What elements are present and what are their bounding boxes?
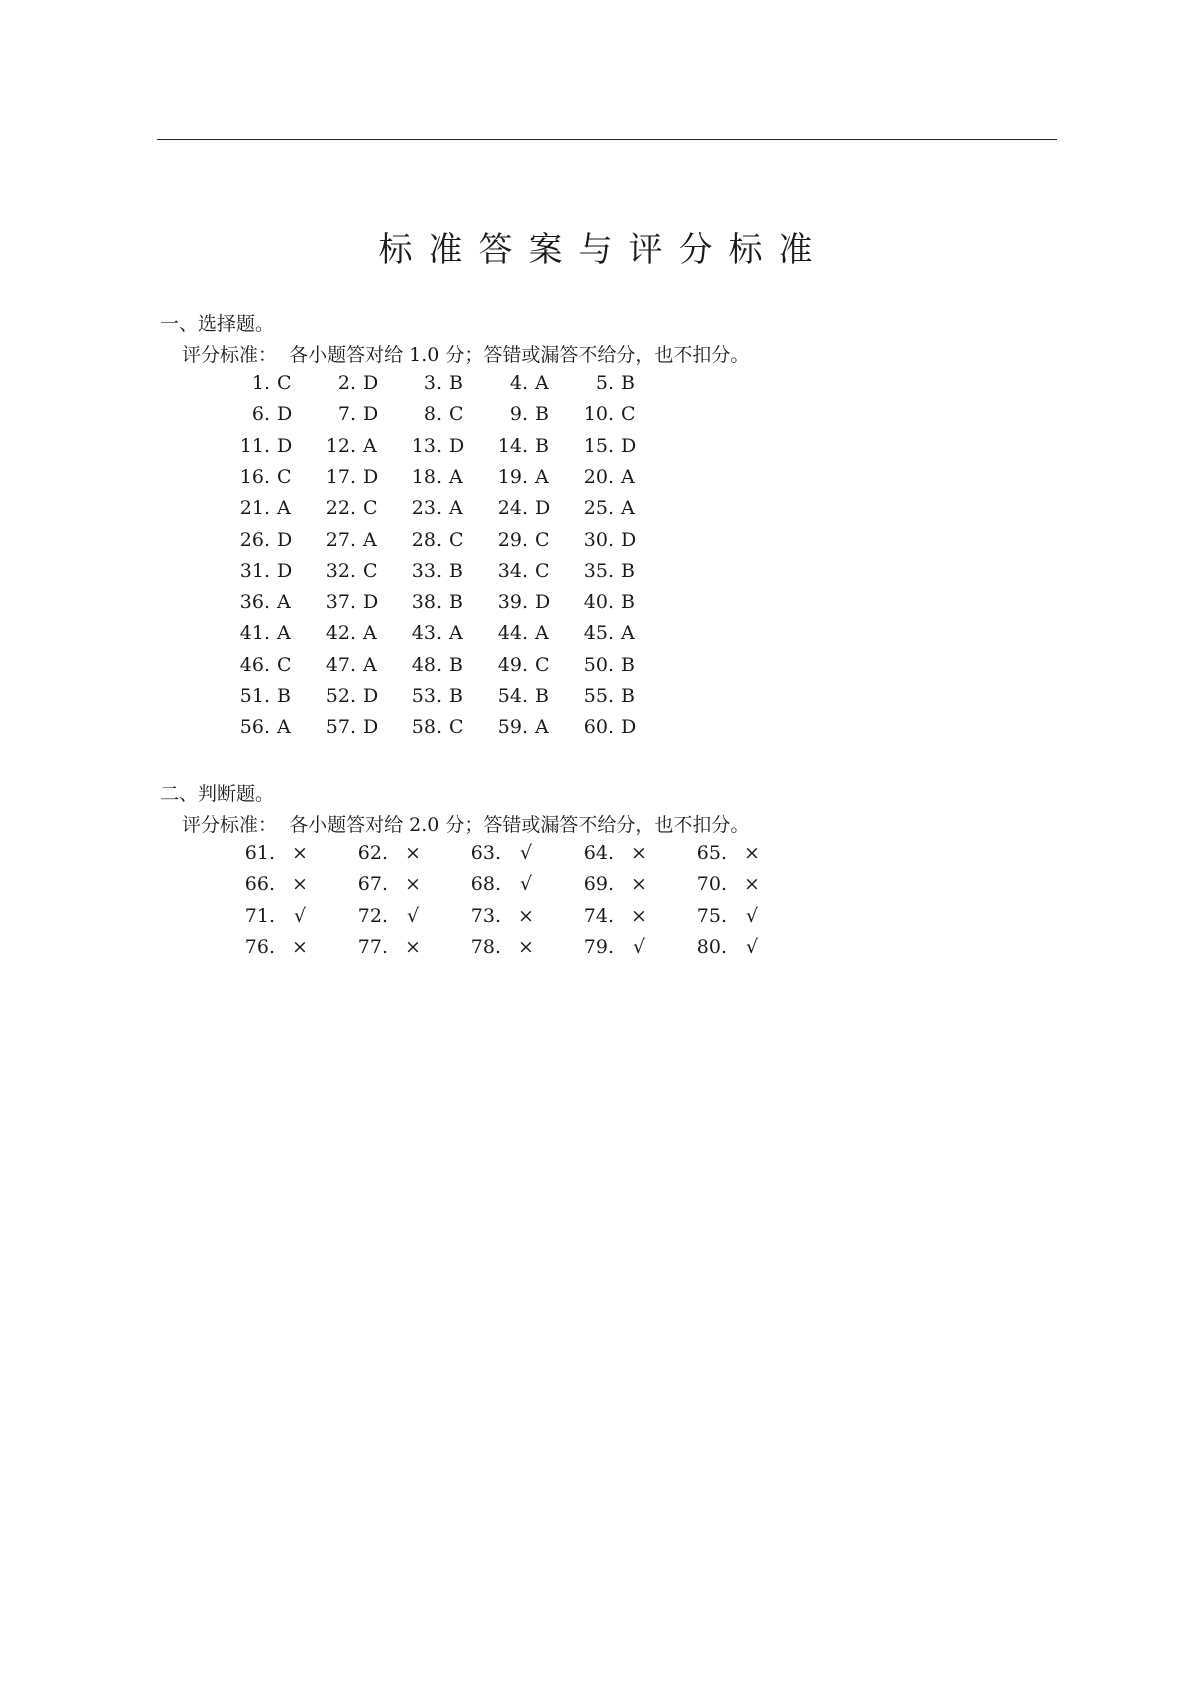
answer-value: A: [535, 372, 549, 394]
answer-item: [456, 842, 541, 864]
answer-item: [569, 936, 654, 958]
answer-value: A: [621, 497, 635, 520]
question-number: 31.: [239, 559, 270, 582]
question-number: 72.: [357, 904, 388, 927]
answer-item: [456, 936, 541, 958]
answer-value: √: [519, 842, 533, 864]
answer-item: [316, 716, 387, 738]
answer-item: [574, 372, 645, 394]
answer-value: D: [535, 497, 551, 520]
answer-value: ×: [518, 935, 534, 958]
question-number: 23.: [411, 497, 442, 520]
answer-value: C: [535, 653, 550, 676]
question-number: 70.: [696, 873, 727, 896]
answer-item: [343, 842, 428, 864]
answer-value: B: [449, 653, 463, 676]
section-criteria-choice: 评分标准： 各小题答对给 1.0 分；答错或漏答不给分，也不扣分。: [182, 344, 750, 366]
answer-item: [402, 591, 473, 613]
answer-value: A: [535, 465, 549, 488]
answer-item: [574, 591, 645, 613]
answer-item: [230, 466, 301, 488]
answer-value: A: [277, 497, 291, 520]
answer-value: ×: [292, 873, 308, 896]
answer-item: [230, 622, 301, 644]
answer-value: ×: [405, 842, 421, 864]
answer-value: A: [277, 591, 291, 614]
answer-item: [569, 873, 654, 895]
answer-item: [682, 873, 767, 895]
question-number: 48.: [411, 653, 442, 676]
answer-item: [402, 372, 473, 394]
answer-value: B: [449, 372, 463, 394]
question-number: 77.: [357, 935, 388, 958]
answer-item: [488, 654, 559, 676]
answer-item: [230, 936, 315, 958]
question-number: 27.: [325, 528, 356, 551]
answer-item: [316, 372, 387, 394]
answer-item: [574, 497, 645, 519]
answer-item: [316, 622, 387, 644]
question-number: 47.: [325, 653, 356, 676]
answer-value: A: [277, 622, 291, 645]
question-number: 7.: [337, 403, 356, 426]
answer-item: [230, 435, 301, 457]
answer-item: [682, 936, 767, 958]
question-number: 68.: [470, 873, 501, 896]
question-number: 52.: [325, 685, 356, 707]
answer-item: [230, 873, 315, 895]
answer-item: [488, 685, 559, 707]
question-number: 25.: [583, 497, 614, 520]
answer-value: √: [519, 873, 533, 896]
answer-item: [402, 560, 473, 582]
answer-value: √: [293, 904, 307, 927]
question-number: 50.: [583, 653, 614, 676]
answer-value: ×: [631, 842, 647, 864]
answer-value: √: [632, 935, 646, 958]
page-title: 标准答案与评分标准: [378, 230, 829, 270]
answer-value: B: [449, 591, 463, 614]
answer-item: [488, 497, 559, 519]
answer-value: ×: [744, 842, 760, 864]
question-number: 4.: [509, 372, 528, 394]
answer-value: A: [277, 716, 291, 739]
answer-item: [343, 873, 428, 895]
answer-value: A: [621, 622, 635, 645]
answer-item: [569, 905, 654, 927]
question-number: 24.: [497, 497, 528, 520]
answer-item: [230, 905, 315, 927]
answer-item: [230, 685, 301, 707]
question-number: 40.: [583, 591, 614, 614]
section-criteria-judgement: 评分标准： 各小题答对给 2.0 分；答错或漏答不给分，也不扣分。: [182, 814, 750, 836]
answer-value: ×: [631, 873, 647, 896]
question-number: 65.: [696, 842, 727, 864]
answer-value: D: [621, 434, 637, 457]
section-heading-choice: 一、选择题。: [160, 313, 275, 335]
question-number: 76.: [244, 935, 275, 958]
answer-item: [488, 372, 559, 394]
answer-value: ×: [518, 904, 534, 927]
question-number: 35.: [583, 559, 614, 582]
question-number: 73.: [470, 904, 501, 927]
answer-item: [574, 403, 645, 425]
question-number: 74.: [583, 904, 614, 927]
answer-value: √: [745, 935, 759, 958]
question-number: 63.: [470, 842, 501, 864]
answer-item: [316, 435, 387, 457]
question-number: 66.: [244, 873, 275, 896]
answer-value: A: [449, 465, 463, 488]
answer-item: [574, 435, 645, 457]
answer-value: ×: [631, 904, 647, 927]
answer-value: A: [535, 622, 549, 645]
answer-item: [230, 591, 301, 613]
question-number: 15.: [583, 434, 614, 457]
answer-item: [456, 905, 541, 927]
answer-value: A: [621, 465, 635, 488]
question-number: 34.: [497, 559, 528, 582]
answer-item: [230, 716, 301, 738]
answer-value: B: [621, 372, 635, 394]
question-number: 58.: [411, 716, 442, 739]
answer-item: [230, 403, 301, 425]
answer-value: B: [449, 559, 463, 582]
answer-value: B: [621, 653, 635, 676]
answer-value: ×: [292, 842, 308, 864]
question-number: 13.: [411, 434, 442, 457]
question-number: 53.: [411, 685, 442, 707]
answer-item: [316, 685, 387, 707]
answer-value: D: [363, 465, 379, 488]
answer-value: C: [449, 528, 464, 551]
answer-item: [316, 560, 387, 582]
answer-value: C: [535, 528, 550, 551]
question-number: 64.: [583, 842, 614, 864]
answer-item: [488, 529, 559, 551]
question-number: 19.: [497, 465, 528, 488]
question-number: 14.: [497, 434, 528, 457]
answer-value: A: [363, 434, 377, 457]
question-number: 10.: [583, 403, 614, 426]
answer-item: [574, 560, 645, 582]
question-number: 5.: [595, 372, 614, 394]
question-number: 78.: [470, 935, 501, 958]
answer-value: ×: [405, 935, 421, 958]
answer-value: C: [449, 716, 464, 739]
answer-value: D: [277, 528, 293, 551]
question-number: 16.: [239, 465, 270, 488]
answer-value: D: [621, 528, 637, 551]
answer-item: [316, 654, 387, 676]
answer-value: C: [277, 372, 292, 394]
answer-value: B: [621, 685, 635, 707]
answer-item: [402, 435, 473, 457]
answer-item: [402, 497, 473, 519]
question-number: 38.: [411, 591, 442, 614]
answer-value: B: [449, 685, 463, 707]
answer-value: B: [535, 403, 549, 426]
question-number: 39.: [497, 591, 528, 614]
question-number: 45.: [583, 622, 614, 645]
question-number: 42.: [325, 622, 356, 645]
answer-item: [402, 654, 473, 676]
answer-item: [574, 466, 645, 488]
question-number: 56.: [239, 716, 270, 739]
answer-item: [343, 936, 428, 958]
answer-value: √: [745, 904, 759, 927]
answer-item: [402, 529, 473, 551]
answer-item: [488, 716, 559, 738]
question-number: 30.: [583, 528, 614, 551]
question-number: 11.: [239, 434, 270, 457]
answer-value: ×: [292, 935, 308, 958]
question-number: 26.: [239, 528, 270, 551]
answer-item: [343, 905, 428, 927]
answer-item: [574, 716, 645, 738]
answer-value: D: [363, 716, 379, 739]
answer-value: B: [621, 591, 635, 614]
question-number: 44.: [497, 622, 528, 645]
question-number: 59.: [497, 716, 528, 739]
question-number: 22.: [325, 497, 356, 520]
answer-item: [682, 905, 767, 927]
question-number: 69.: [583, 873, 614, 896]
answer-item: [574, 529, 645, 551]
answer-value: A: [449, 622, 463, 645]
answer-value: D: [277, 559, 293, 582]
answer-item: [488, 560, 559, 582]
question-number: 51.: [239, 685, 270, 707]
answer-item: [488, 591, 559, 613]
answer-value: A: [535, 716, 549, 739]
answer-item: [230, 372, 301, 394]
question-number: 33.: [411, 559, 442, 582]
answer-item: [402, 622, 473, 644]
section-heading-judgement: 二、判断题。: [160, 783, 275, 805]
answer-value: D: [449, 434, 465, 457]
question-number: 41.: [239, 622, 270, 645]
question-number: 62.: [357, 842, 388, 864]
answer-value: B: [535, 434, 549, 457]
question-number: 28.: [411, 528, 442, 551]
answer-item: [488, 622, 559, 644]
answer-item: [230, 497, 301, 519]
answer-item: [230, 654, 301, 676]
answer-item: [402, 685, 473, 707]
question-number: 2.: [337, 372, 356, 394]
question-number: 17.: [325, 465, 356, 488]
answer-item: [402, 403, 473, 425]
answer-item: [316, 529, 387, 551]
answer-item: [316, 466, 387, 488]
answer-item: [682, 842, 767, 864]
question-number: 21.: [239, 497, 270, 520]
answer-value: D: [363, 403, 379, 426]
question-number: 12.: [325, 434, 356, 457]
answer-value: C: [277, 465, 292, 488]
answer-item: [574, 685, 645, 707]
question-number: 43.: [411, 622, 442, 645]
question-number: 3.: [423, 372, 442, 394]
question-number: 75.: [696, 904, 727, 927]
answer-item: [316, 591, 387, 613]
answer-item: [488, 466, 559, 488]
answer-value: A: [363, 528, 377, 551]
question-number: 67.: [357, 873, 388, 896]
answer-value: ×: [405, 873, 421, 896]
answer-value: C: [449, 403, 464, 426]
question-number: 57.: [325, 716, 356, 739]
answer-value: D: [363, 372, 379, 394]
question-number: 46.: [239, 653, 270, 676]
answer-item: [230, 560, 301, 582]
question-number: 80.: [696, 935, 727, 958]
answer-item: [569, 842, 654, 864]
question-number: 79.: [583, 935, 614, 958]
question-number: 18.: [411, 465, 442, 488]
question-number: 9.: [509, 403, 528, 426]
question-number: 32.: [325, 559, 356, 582]
answer-value: C: [363, 559, 378, 582]
answer-value: C: [621, 403, 636, 426]
question-number: 1.: [251, 372, 270, 394]
answer-value: D: [363, 685, 379, 707]
answer-item: [488, 403, 559, 425]
answer-item: [402, 466, 473, 488]
answer-value: B: [277, 685, 291, 707]
answer-value: D: [277, 434, 293, 457]
answer-value: C: [277, 653, 292, 676]
answer-value: D: [277, 403, 293, 426]
answer-value: ×: [744, 873, 760, 896]
answer-item: [574, 622, 645, 644]
question-number: 61.: [244, 842, 275, 864]
question-number: 54.: [497, 685, 528, 707]
question-number: 55.: [583, 685, 614, 707]
question-number: 6.: [251, 403, 270, 426]
question-number: 29.: [497, 528, 528, 551]
answer-item: [402, 716, 473, 738]
answer-value: C: [363, 497, 378, 520]
answer-value: D: [363, 591, 379, 614]
answer-item: [488, 435, 559, 457]
answer-value: D: [621, 716, 637, 739]
answer-value: B: [535, 685, 549, 707]
answer-value: √: [406, 904, 420, 927]
question-number: 36.: [239, 591, 270, 614]
answer-item: [230, 842, 315, 864]
answer-item: [316, 403, 387, 425]
question-number: 20.: [583, 465, 614, 488]
question-number: 8.: [423, 403, 442, 426]
answer-item: [316, 497, 387, 519]
question-number: 37.: [325, 591, 356, 614]
answer-value: C: [535, 559, 550, 582]
question-number: 71.: [244, 904, 275, 927]
question-number: 49.: [497, 653, 528, 676]
answer-value: A: [363, 622, 377, 645]
answer-value: B: [621, 559, 635, 582]
answer-value: A: [449, 497, 463, 520]
answer-item: [230, 529, 301, 551]
answer-value: D: [535, 591, 551, 614]
answer-item: [456, 873, 541, 895]
answer-value: A: [363, 653, 377, 676]
question-number: 60.: [583, 716, 614, 739]
header-rule: [157, 139, 1057, 140]
answer-item: [574, 654, 645, 676]
